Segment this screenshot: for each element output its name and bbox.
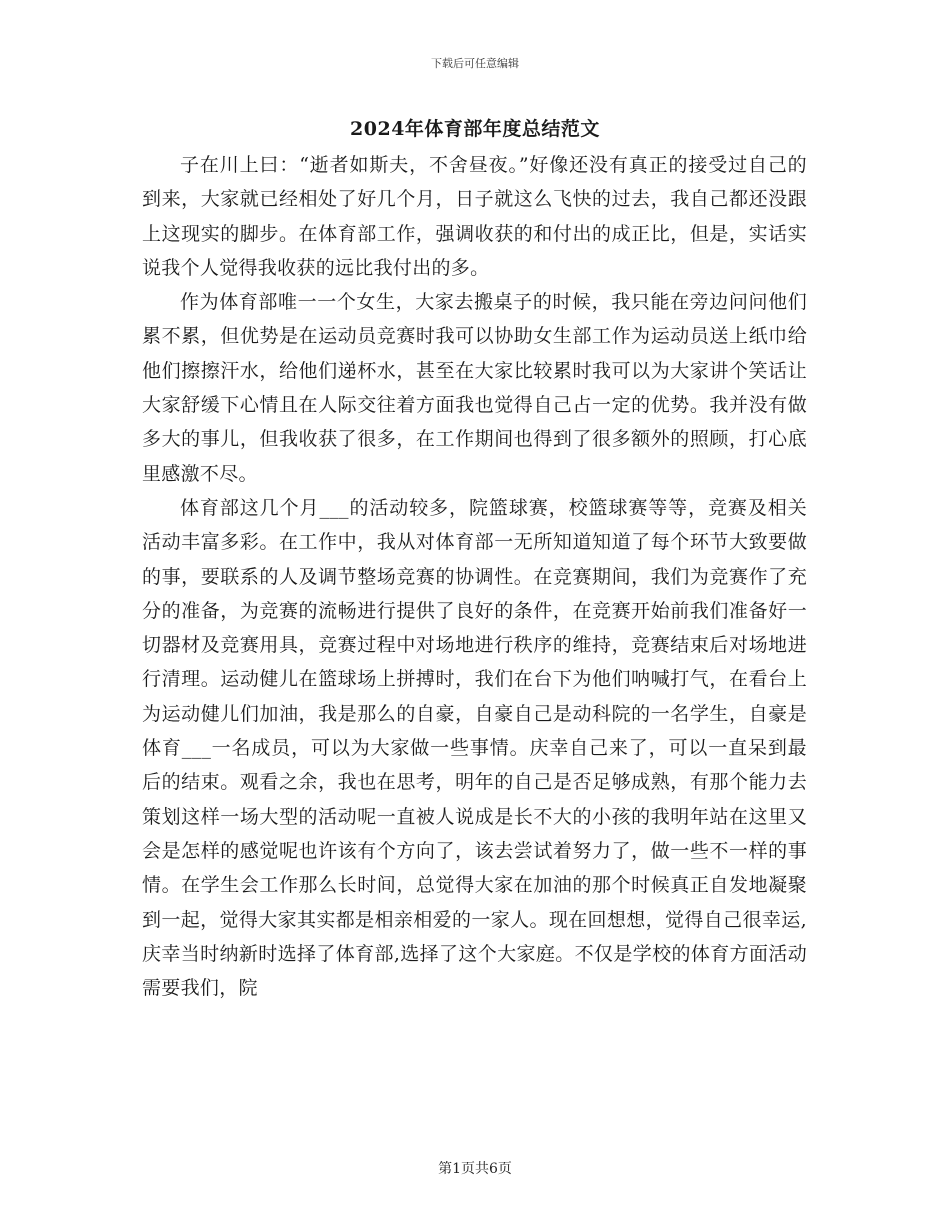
paragraph: 体育部这几个月___的活动较多，院篮球赛，校篮球赛等等，竞赛及相关活动丰富多彩。在工作中，我从对体育部一无所知道知道了每个环节大致要做的事，要联系的人及调节整场竞赛的协调性。在竞赛期间，我们为竞赛作了充分的准备，为竞赛的流畅进行提供了良好的条件，在竞赛开始前我们准备好一切器材及竞赛用具，竞赛过程中对场地进行秩序的维持，竞赛结束后对场地进行清理。运动健儿在篮球场上拼搏时，我们在台下为他们呐喊打气，在看台上为运动健儿们加油，我是那么的自豪，自豪自己是动科院的一名学生，自豪是体育___一名成员，可以为大家做一些事情。庆幸自己来了，可以一直呆到最后的结束。观看之余，我也在思考，明年的自己是否足够成熟，有那个能力去策划这样一场大型的活动呢一直被人说成是长不大的小孩的我明年站在这里又会是怎样的感觉呢也许该有个方向了，该去尝试着努力了，做一些不一样的事情。在学生会工作那么长时间，总觉得大家在加油的那个时候真正自发地凝聚到一起，觉得大家其实都是相亲相爱的一家人。现在回想想，觉得自己很幸运,庆幸当时纳新时选择了体育部,选择了这个大家庭。不仅是学校的体育方面活动需要我们，院 bbox=[142, 496, 807, 1000]
document-title: 2024年体育部年度总结范文 bbox=[350, 118, 600, 140]
paragraph: 子在川上曰：“逝者如斯夫，不舍昼夜。”好像还没有真正的接受过自己的到来，大家就已经相处了好几个月，日子就这么飞快的过去，我自己都还没跟上这现实的脚步。在体育部工作，强调收获的和付出的成正比，但是，实话实说我个人觉得我收获的远比我付出的多。 bbox=[142, 154, 807, 279]
page-number: 第1页共6页 bbox=[438, 1161, 512, 1177]
paragraph: 作为体育部唯一一个女生，大家去搬桌子的时候，我只能在旁边问问他们累不累，但优势是在运动员竞赛时我可以协助女生部工作为运动员送上纸巾给他们擦擦汗水，给他们递杯水，甚至在大家比较累时我可以为大家讲个笑话让大家舒缓下心情且在人际交往着方面我也觉得自己占一定的优势。我并没有做多大的事儿，但我收获了很多，在工作期间也得到了很多额外的照顾，打心底里感激不尽。 bbox=[142, 291, 807, 485]
header-note: 下载后可任意编辑 bbox=[431, 57, 519, 70]
document-body bbox=[142, 148, 807, 1005]
